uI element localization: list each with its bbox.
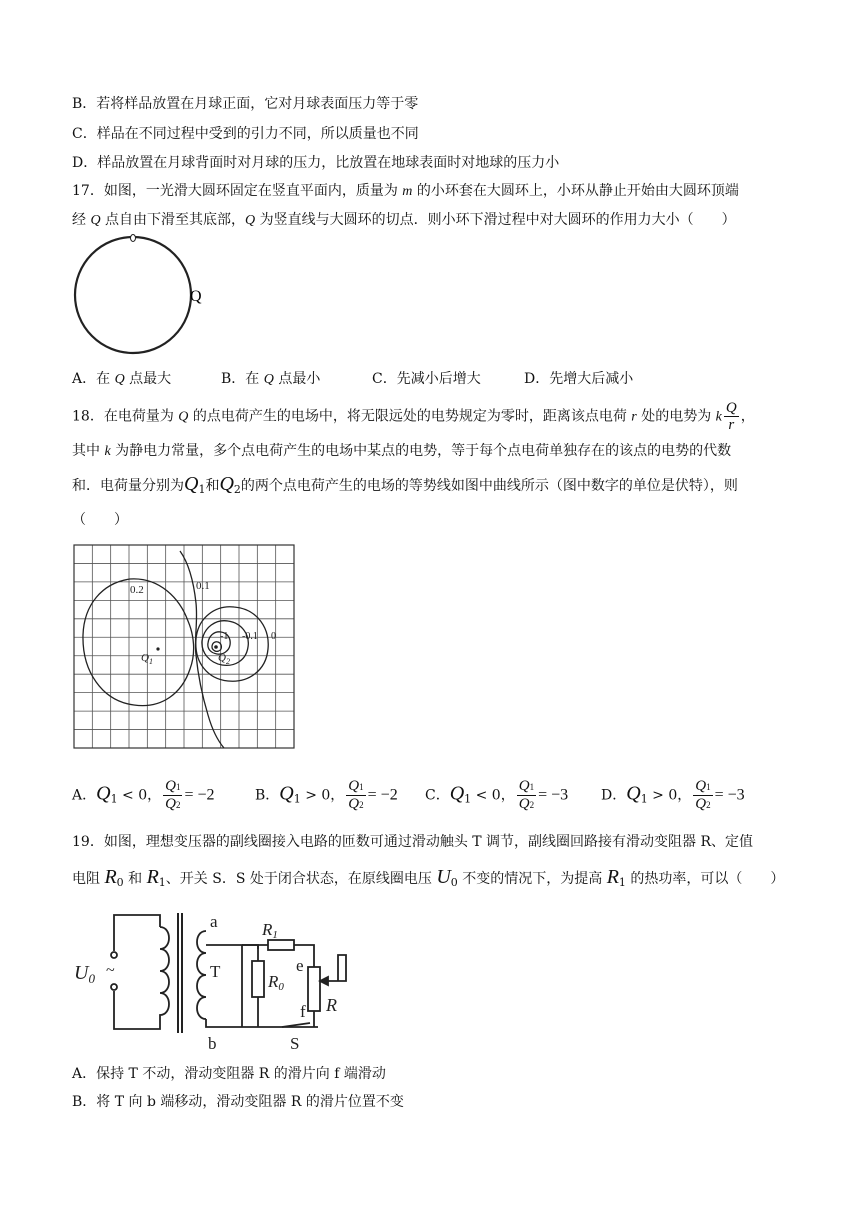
ratio-numerator <box>517 778 536 796</box>
q17-text: 点自由下滑至其底部， <box>100 212 246 228</box>
q18-stem-line1 <box>72 400 755 433</box>
label-a: a <box>210 912 218 931</box>
q18-option-c <box>425 778 568 813</box>
q1-symbol: Q <box>695 778 707 794</box>
q19-text: 电阻 <box>72 871 105 887</box>
q16-option-b: B．若将样品放置在月球正面，它对月球表面压力等于零 <box>72 96 419 112</box>
label-0: 0 <box>271 631 276 642</box>
q2-symbol: Q <box>518 796 530 812</box>
upper-wire <box>242 945 258 961</box>
opt-text: B．在 <box>221 371 264 387</box>
q2-symbol: Q <box>165 796 176 812</box>
comma: ， <box>500 787 515 804</box>
q1-subscript: 1 <box>293 792 301 806</box>
label-t: T <box>210 962 221 981</box>
r1-symbol: R <box>606 866 619 888</box>
q2-subscript: 2 <box>706 800 711 810</box>
q18-r-symbol: r <box>631 409 637 425</box>
opt-text: 点最大 <box>124 371 172 387</box>
u0-symbol: U <box>436 866 451 888</box>
q18-text: 为静电力常量，多个点电荷产生的电场中某点的电势，等于每个点电荷单独存在的该点的电势的代数 <box>110 443 732 459</box>
rheostat-arrow <box>320 977 328 985</box>
q18-option-d <box>601 778 745 813</box>
q18-answer-blank: （ ） <box>72 512 128 528</box>
comma: ， <box>677 787 692 804</box>
option-letter: B． <box>255 787 280 804</box>
equipotential-figure <box>72 543 298 751</box>
r0-symbol: R <box>104 866 117 888</box>
ratio-denominator <box>693 796 712 813</box>
q1-symbol: Q <box>184 473 199 495</box>
sign-condition: > 0 <box>652 787 678 804</box>
label-r1: R1 <box>262 920 278 941</box>
opt-q: Q <box>263 372 274 387</box>
opt-text: A．在 <box>72 371 115 387</box>
q18-text: 其中 <box>72 443 105 459</box>
q18-text: 的两个点电荷产生的电场的等势线如图中曲线所示（图中数字的单位是伏特），则 <box>240 478 738 494</box>
q2-charge-dot <box>214 645 218 649</box>
small-ring <box>131 235 136 242</box>
q1-symbol: Q <box>449 782 465 805</box>
q18-option-b <box>255 778 398 813</box>
secondary-coil <box>197 931 206 1019</box>
q18-text: 的点电荷产生的电场中，将无限远处的电势规定为零时，距离该点电荷 <box>188 408 632 425</box>
q2-symbol: Q <box>219 473 234 495</box>
q2-figure-label: $Q_2$ <box>218 652 230 666</box>
q2-symbol: Q <box>348 796 360 812</box>
q2-symbol: Q <box>695 796 707 812</box>
label-b: b <box>208 1034 217 1053</box>
terminal-bottom <box>111 984 117 990</box>
q19-stem-line1: 19．如图，理想变压器的副线圈接入电路的匝数可通过滑动触头 T 调节，副线圈回路接有滑动变阻器 R、定值 <box>72 834 754 850</box>
q19-option-a: A．保持 T 不动，滑动变阻器 R 的滑片向 f 端滑动 <box>72 1066 386 1082</box>
ratio-numerator <box>163 778 182 796</box>
label-minus-1: -1 <box>220 631 229 642</box>
label-0.1: 0.1 <box>196 580 210 592</box>
r1-resistor <box>268 940 294 950</box>
ratio-value: = −3 <box>714 786 745 804</box>
q1-symbol: Q <box>518 778 530 794</box>
ratio-value: = −2 <box>184 786 215 804</box>
ratio-numerator <box>346 778 365 796</box>
r1-subscript: 1 <box>158 876 166 889</box>
fraction-numerator: Q <box>725 400 737 416</box>
q19-text: 和 <box>123 871 147 887</box>
charge-ratio <box>346 778 365 813</box>
r0-subscript: 0 <box>116 876 124 889</box>
fraction-denominator: r <box>728 417 735 433</box>
q18-stem-line2 <box>72 441 731 462</box>
q18-stem-line3 <box>72 474 738 500</box>
label-0.2: 0.2 <box>130 584 144 596</box>
comma: ， <box>330 787 345 804</box>
ratio-denominator <box>346 796 365 813</box>
option-letter: C． <box>425 787 450 804</box>
q1-charge-dot <box>156 647 159 650</box>
q17-option-d: D．先增大后减小 <box>524 371 634 387</box>
u0-label: $U_0$ <box>74 962 95 986</box>
q18-k-symbol: k <box>715 409 722 425</box>
u0-subscript: 0 <box>450 876 458 889</box>
q1-symbol: Q <box>279 782 294 805</box>
sign-condition: > 0 <box>305 787 331 804</box>
switch-s <box>282 1011 314 1027</box>
option-letter: A． <box>72 787 97 804</box>
opt-text: 点最小 <box>273 371 321 387</box>
q16-option-c: C．样品在不同过程中受到的引力不同，所以质量也不同 <box>72 126 419 142</box>
q1-subscript: 1 <box>359 782 364 792</box>
label-r: R <box>326 995 337 1015</box>
charge-ratio <box>693 778 712 813</box>
ratio-denominator <box>163 796 182 813</box>
sign-condition: < 0 <box>475 787 501 804</box>
q17-stem-line1 <box>72 181 739 202</box>
q18-k-symbol: k <box>104 444 111 459</box>
q17-text: 的小环套在大圆环上，小环从静止开始由大圆环顶端 <box>412 183 739 199</box>
q1-subscript: 1 <box>640 792 648 806</box>
q17-hoop-figure <box>66 232 216 362</box>
q19-text: 、开关 S．S 处于闭合状态，在原线圈电压 <box>165 871 437 887</box>
q18-text: ， <box>740 408 755 425</box>
q2-subscript: 2 <box>175 800 181 810</box>
r1-subscript: 1 <box>618 876 626 889</box>
ratio-numerator <box>693 778 712 796</box>
q1-subscript: 1 <box>175 782 181 792</box>
ratio-value: = −2 <box>367 786 398 804</box>
q17-option-b <box>221 369 320 390</box>
ratio-denominator <box>517 796 536 813</box>
q1-subscript: 1 <box>464 792 472 806</box>
q17-stem-line2 <box>72 210 736 231</box>
q19-text: 的热功率，可以（ ） <box>625 871 785 887</box>
q17-option-c: C．先减小后增大 <box>372 371 481 387</box>
r-rheostat <box>308 967 320 1011</box>
q1-symbol: Q <box>96 782 111 805</box>
q-point-label: Q <box>190 288 202 305</box>
opt-q: Q <box>114 372 125 387</box>
charge-ratio <box>163 778 182 813</box>
q1-subscript: 1 <box>706 782 711 792</box>
label-f: f <box>300 1002 306 1021</box>
option-letter: D． <box>601 787 627 804</box>
potential-fraction <box>724 400 739 433</box>
label-minus-0.1: -0.1 <box>242 631 258 642</box>
large-hoop <box>75 237 191 353</box>
q1-subscript: 1 <box>198 483 206 496</box>
contour-0.2 <box>83 579 194 706</box>
q17-mass-symbol: m <box>402 184 413 199</box>
label-r0: R0 <box>268 972 284 993</box>
transformer-circuit-figure <box>72 905 362 1055</box>
q1-figure-label: $Q_1$ <box>141 652 153 666</box>
q2-subscript: 2 <box>529 800 535 810</box>
q17-text: 经 <box>72 212 91 228</box>
q1-subscript: 1 <box>110 792 118 806</box>
grid <box>74 545 294 748</box>
primary-wire <box>114 915 160 1029</box>
q17-option-a <box>72 369 171 390</box>
q1-subscript: 1 <box>529 782 535 792</box>
q18-text: 18．在电荷量为 <box>72 408 179 425</box>
q17-q-symbol: Q <box>245 213 256 228</box>
q1-symbol: Q <box>348 778 360 794</box>
label-s: S <box>290 1034 300 1053</box>
q19-text: 不变的情况下，为提高 <box>457 871 607 887</box>
q17-text: 为竖直线与大圆环的切点．则小环下滑过程中对大圆环的作用力大小（ ） <box>255 212 736 228</box>
q18-q-symbol: Q <box>178 409 189 425</box>
q18-text: 和．电荷量分别为 <box>72 478 184 494</box>
q19-stem-line2 <box>72 867 784 893</box>
charge-ratio <box>517 778 536 813</box>
q18-text: 和 <box>205 478 220 494</box>
q16-option-d: D．样品放置在月球背面时对月球的压力，比放置在地球表面时对地球的压力小 <box>72 155 560 171</box>
r1-symbol: R <box>146 866 159 888</box>
q18-text: 处的电势为 <box>636 408 716 425</box>
q1-symbol: Q <box>626 782 641 805</box>
q17-q-symbol: Q <box>90 213 101 228</box>
r0-resistor <box>252 961 264 997</box>
q18-option-a <box>72 778 215 813</box>
sign-condition: < 0 <box>122 787 148 804</box>
terminal-top <box>111 952 117 958</box>
q2-subscript: 2 <box>233 483 241 496</box>
label-e: e <box>296 956 304 975</box>
comma: ， <box>147 787 162 804</box>
q2-subscript: 2 <box>359 800 364 810</box>
q19-option-b: B．将 T 向 b 端移动，滑动变阻器 R 的滑片位置不变 <box>72 1094 404 1110</box>
q17-text: 17．如图，一光滑大圆环固定在竖直平面内，质量为 <box>72 183 403 199</box>
ratio-value: = −3 <box>538 786 569 804</box>
q1-symbol: Q <box>165 778 176 794</box>
primary-coil <box>160 927 169 1019</box>
ac-symbol: ~ <box>106 962 115 979</box>
